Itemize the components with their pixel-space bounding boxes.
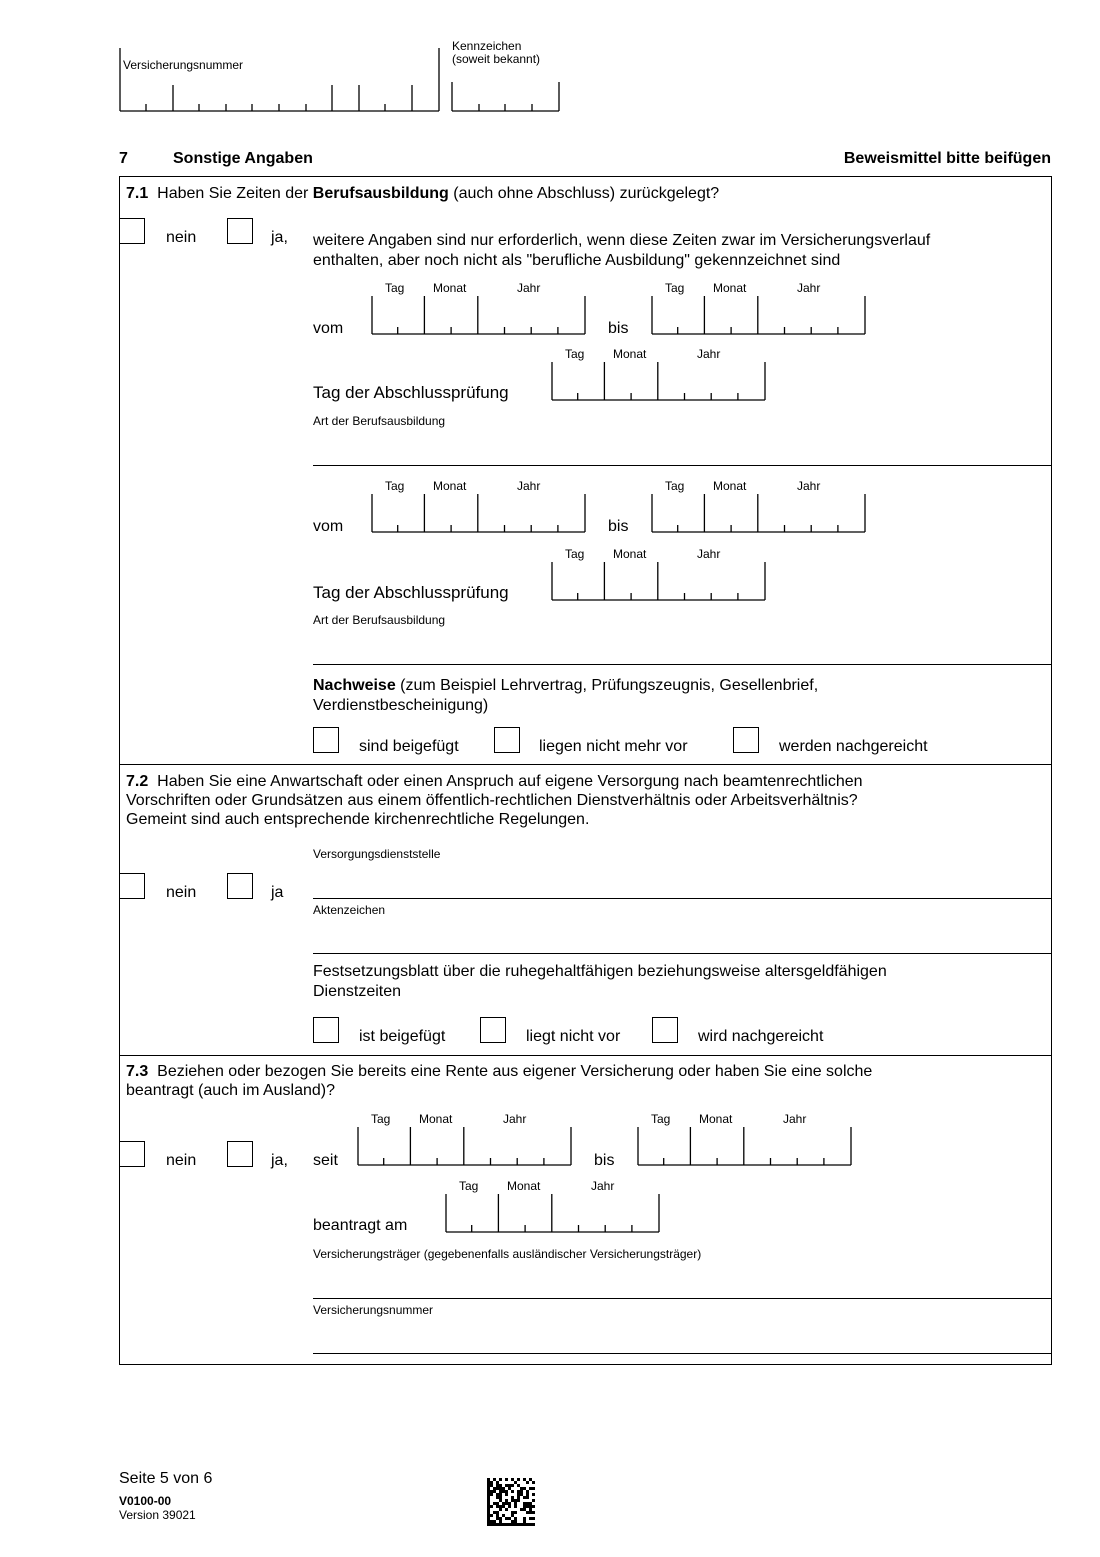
- q71-ja-label: ja,: [271, 229, 288, 246]
- date-label-tag: Tag: [385, 281, 405, 295]
- q71-vom-2: vom: [313, 518, 344, 535]
- section-note: Beweismittel bitte beifügen: [843, 150, 1051, 167]
- form-code: V0100-00: [119, 1494, 172, 1508]
- kennzeichen-subtitle: (soweit bekannt): [452, 52, 541, 66]
- q73-line2: beantragt (auch im Ausland)?: [126, 1082, 336, 1099]
- q71-opt3-label: werden nachgereicht: [779, 738, 928, 755]
- q73-bis-label: bis: [594, 1152, 615, 1169]
- q71-abschluss-date-1[interactable]: [551, 347, 765, 400]
- q73-question: [126, 1062, 872, 1100]
- section-number: 7: [119, 150, 128, 167]
- q72-fest-line1: Festsetzungsblatt über die ruhegehaltfähigen beziehungsweise altersgeldfähigen: [313, 963, 887, 980]
- datamatrix-barcode-icon: [487, 1478, 535, 1526]
- q72-dienststelle-line[interactable]: [313, 898, 1052, 899]
- date-label-tag: Tag: [665, 479, 685, 493]
- date-label-jahr: Jahr: [797, 479, 821, 493]
- q72-opt2-checkbox[interactable]: [480, 1017, 506, 1043]
- date-label-tag: Tag: [371, 1112, 391, 1126]
- section-frame: [119, 176, 1052, 1365]
- date-label-jahr: Jahr: [783, 1112, 807, 1126]
- q71-opt1-label: sind beigefügt: [359, 738, 459, 755]
- date-label-monat: Monat: [433, 281, 467, 295]
- date-label-monat: Monat: [613, 347, 647, 361]
- q72-opt1-label: ist beigefügt: [359, 1028, 446, 1045]
- q71-art-label-1: Art der Berufsausbildung: [313, 414, 446, 428]
- date-label-jahr: Jahr: [517, 281, 541, 295]
- date-label-jahr: Jahr: [797, 281, 821, 295]
- q73-versnr-label: Versicherungsnummer: [313, 1303, 434, 1317]
- q71-opt2-checkbox[interactable]: [494, 727, 520, 753]
- q72-line1: Haben Sie eine Anwartschaft oder einen Anspruch auf eigene Versorgung nach beamtenrechtlichen: [157, 773, 863, 790]
- q72-aktenzeichen-line[interactable]: [313, 953, 1052, 954]
- q72-line2: Vorschriften oder Grundsätzen aus einem öffentlich-rechtlichen Dienstverhältnis oder Arbeitsverhältnis?: [126, 792, 858, 809]
- q72-festsetzung: [313, 962, 887, 1002]
- q71-art-line-2[interactable]: [313, 664, 1052, 665]
- q72-dienststelle-label: Versorgungsdienststelle: [313, 847, 441, 861]
- date-label-jahr: Jahr: [697, 547, 721, 561]
- q71-info-line2: enthalten, aber noch nicht als "berufliche Ausbildung" gekennzeichnet sind: [313, 252, 841, 269]
- date-label-tag: Tag: [459, 1179, 479, 1193]
- date-label-monat: Monat: [507, 1179, 541, 1193]
- date-label-tag: Tag: [665, 281, 685, 295]
- q71-art-label-2: Art der Berufsausbildung: [313, 613, 446, 627]
- q73-seit-date[interactable]: [357, 1112, 571, 1165]
- q72-opt3-label: wird nachgereicht: [698, 1028, 824, 1045]
- versicherungsnummer-label: Versicherungsnummer: [123, 58, 244, 72]
- q71-vom-date-2[interactable]: [371, 479, 585, 532]
- form-version: Version 39021: [119, 1508, 196, 1522]
- q73-bis-date[interactable]: [637, 1112, 851, 1165]
- q73-traeger-label: Versicherungsträger (gegebenenfalls ausländischer Versicherungsträger): [313, 1247, 702, 1261]
- q71-bis-date-1[interactable]: [651, 281, 865, 334]
- q72-aktenzeichen-label: Aktenzeichen: [313, 903, 386, 917]
- date-label-monat: Monat: [433, 479, 467, 493]
- section-title: Sonstige Angaben: [173, 150, 313, 167]
- q71-art-line-1[interactable]: [313, 465, 1052, 466]
- q71-opt1-checkbox[interactable]: [313, 727, 339, 753]
- q71-question: [126, 185, 719, 203]
- date-label-monat: Monat: [419, 1112, 453, 1126]
- q73-seit-label: seit: [313, 1152, 338, 1169]
- q73-beantragt-label: beantragt am: [313, 1217, 408, 1234]
- q71-number: 7.1: [126, 185, 149, 202]
- kennzeichen-field[interactable]: [451, 70, 561, 112]
- q71-nachweise-line1: (zum Beispiel Lehrvertrag, Prüfungszeugnis, Gesellenbrief,: [395, 677, 819, 694]
- q72-fest-line2: Dienstzeiten: [313, 983, 402, 1000]
- q71-abschluss-1: Tag der Abschlussprüfung: [313, 383, 509, 402]
- q72-nein-checkbox[interactable]: [119, 873, 145, 899]
- versicherungsnummer-field[interactable]: [119, 48, 440, 112]
- q72-number: 7.2: [126, 773, 149, 790]
- q73-number: 7.3: [126, 1063, 149, 1080]
- date-label-jahr: Jahr: [697, 347, 721, 361]
- q71-nachweise-bold: Nachweise: [313, 677, 396, 694]
- q73-nein-label: nein: [166, 1152, 197, 1169]
- q72-opt1-checkbox[interactable]: [313, 1017, 339, 1043]
- divider-73: [119, 1055, 1052, 1056]
- q71-bis-date-2[interactable]: [651, 479, 865, 532]
- q72-ja-checkbox[interactable]: [227, 873, 253, 899]
- q71-vom-date-1[interactable]: [371, 281, 585, 334]
- q71-question-bold: Berufsausbildung: [312, 185, 449, 202]
- q71-ja-checkbox[interactable]: [227, 218, 253, 244]
- date-label-monat: Monat: [713, 281, 747, 295]
- date-label-tag: Tag: [385, 479, 405, 493]
- q71-nein-label: nein: [166, 229, 197, 246]
- date-label-jahr: Jahr: [517, 479, 541, 493]
- q71-bis-2: bis: [608, 518, 629, 535]
- q72-opt2-label: liegt nicht vor: [526, 1028, 621, 1045]
- q71-abschluss-2: Tag der Abschlussprüfung: [313, 583, 509, 602]
- page-number: Seite 5 von 6: [119, 1470, 213, 1487]
- q72-opt3-checkbox[interactable]: [652, 1017, 678, 1043]
- q73-line1: Beziehen oder bezogen Sie bereits eine Rente aus eigener Versicherung oder haben Sie eine solche: [157, 1063, 873, 1080]
- date-label-monat: Monat: [713, 479, 747, 493]
- date-label-monat: Monat: [699, 1112, 733, 1126]
- q71-vom-1: vom: [313, 320, 344, 337]
- date-label-tag: Tag: [565, 347, 585, 361]
- q73-nein-checkbox[interactable]: [119, 1141, 145, 1167]
- q73-versnr-line[interactable]: [313, 1353, 1052, 1354]
- date-label-jahr: Jahr: [503, 1112, 527, 1126]
- q73-ja-checkbox[interactable]: [227, 1141, 253, 1167]
- q72-ja-label: ja: [271, 884, 284, 901]
- q71-info-line1: weitere Angaben sind nur erforderlich, wenn diese Zeiten zwar im Versicherungsverlauf: [313, 232, 931, 249]
- date-label-tag: Tag: [565, 547, 585, 561]
- q71-bis-1: bis: [608, 320, 629, 337]
- q73-beantragt-date[interactable]: [445, 1179, 659, 1232]
- q72-nein-label: nein: [166, 884, 197, 901]
- q71-abschluss-date-2[interactable]: [551, 547, 765, 600]
- q71-question-post: (auch ohne Abschluss) zurückgelegt?: [448, 185, 720, 202]
- q71-question-pre: Haben Sie Zeiten der: [157, 185, 313, 202]
- q72-question: [126, 772, 863, 829]
- q73-ja-label: ja,: [271, 1152, 288, 1169]
- q72-line3: Gemeint sind auch entsprechende kirchenrechtliche Regelungen.: [126, 811, 590, 828]
- q71-nachweise: [313, 676, 818, 716]
- q71-opt2-label: liegen nicht mehr vor: [539, 738, 688, 755]
- q71-nachweise-line2: Verdienstbescheinigung): [313, 697, 489, 714]
- q73-traeger-line[interactable]: [313, 1298, 1052, 1299]
- date-label-monat: Monat: [613, 547, 647, 561]
- kennzeichen-label: [452, 40, 540, 66]
- q71-nein-checkbox[interactable]: [119, 218, 145, 244]
- date-label-jahr: Jahr: [591, 1179, 615, 1193]
- kennzeichen-title: Kennzeichen: [452, 39, 522, 53]
- q71-info: [313, 231, 930, 271]
- divider-72: [119, 764, 1052, 765]
- date-label-tag: Tag: [651, 1112, 671, 1126]
- q71-opt3-checkbox[interactable]: [733, 727, 759, 753]
